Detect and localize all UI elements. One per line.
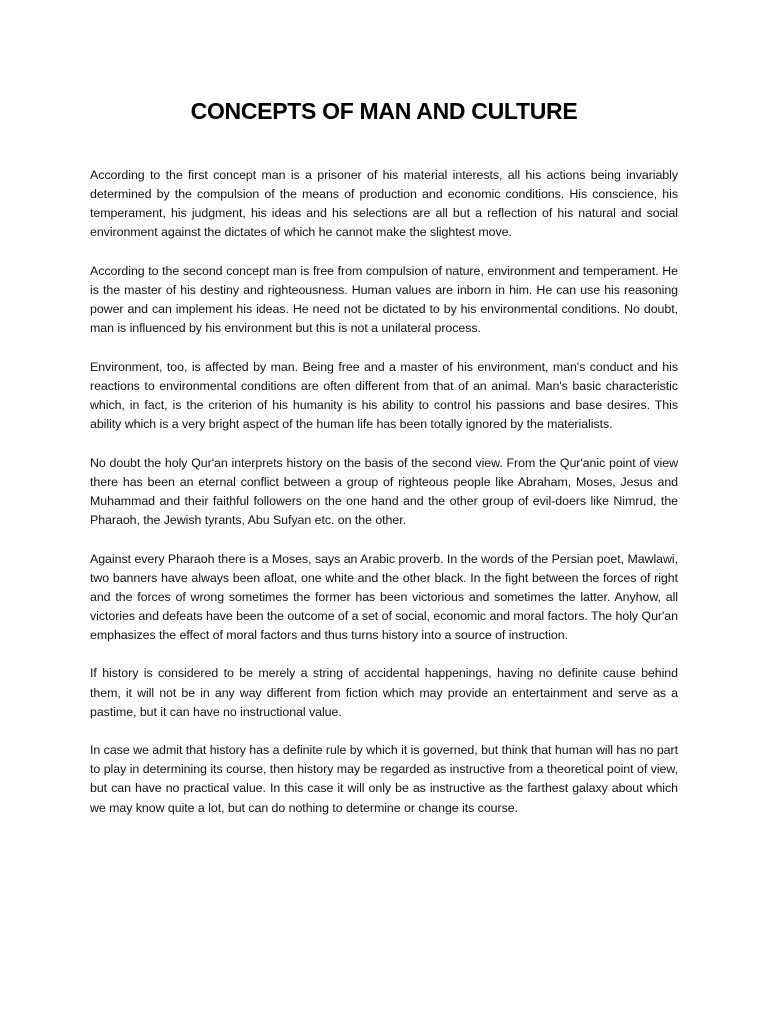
paragraph-1: According to the first concept man is a prisoner of his material interests, all his actions being invariably determined by the compulsion of the means of production and economic conditions. His conscience, his temperament, his judgment, his ideas and his selections are all but a reflection of his natural and social environment against the dictates of which he cannot make the slightest move. [90,168,678,240]
paragraph-6: If history is considered to be merely a string of accidental happenings, having no definite cause behind them, it will not be in any way different from fiction which may provide an entertainment and serve as a pastime, but it can have no instructional value. [90,666,678,719]
paragraph-7: In case we admit that history has a definite rule by which it is governed, but think that human will has no part to play in determining its course, then history may be regarded as instructive from a theoretical point of view, but can have no practical value. In this case it will only be as instructive as the farthest galaxy about which we may know quite a lot, but can do nothing to determine or change its course. [90,743,678,815]
paragraph-4: No doubt the holy Qur'an interprets history on the basis of the second view. From the Qur'anic point of view there has been an eternal conflict between a group of righteous people like Abraham, Moses, Jesus and Muhammad and their faithful followers on the one hand and the other group of evil-doers like Nimrud, the Pharaoh, the Jewish tyrants, Abu Sufyan etc. on the other. [90,455,678,527]
paragraph-2: According to the second concept man is free from compulsion of nature, environment and temperament. He is the master of his destiny and righteousness. Human values are inborn in him. He can use his reasoning power and can implement his ideas. He need not be dictated to by his environmental conditions. No doubt, man is influenced by his environment but this is not a unilateral process. [90,263,678,336]
page-title: CONCEPTS OF MAN AND CULTURE [190,98,578,124]
paragraph-5: Against every Pharaoh there is a Moses, says an Arabic proverb. In the words of the Persian poet, Mawlawi, two banners have always been afloat, one white and the other black. In the fight between the forces of right and the forces of wrong sometimes the former has been victorious and sometimes the latter. Anyhow, all victories and defeats have been the outcome of a set of social, economic and moral factors. The holy Qur'an emphasizes the effect of moral factors and thus turns history into a source of instruction. [90,551,678,642]
document-body [90,166,678,837]
paragraph-3: Environment, too, is affected by man. Being free and a master of his environment, man's conduct and his reactions to environmental conditions are often different from that of an animal. Man's basic characteristic which, in fact, is the criterion of his humanity is his ability to control his passions and base desires. This ability which is a very bright aspect of the human life has been totally ignored by the materialists. [90,359,678,432]
